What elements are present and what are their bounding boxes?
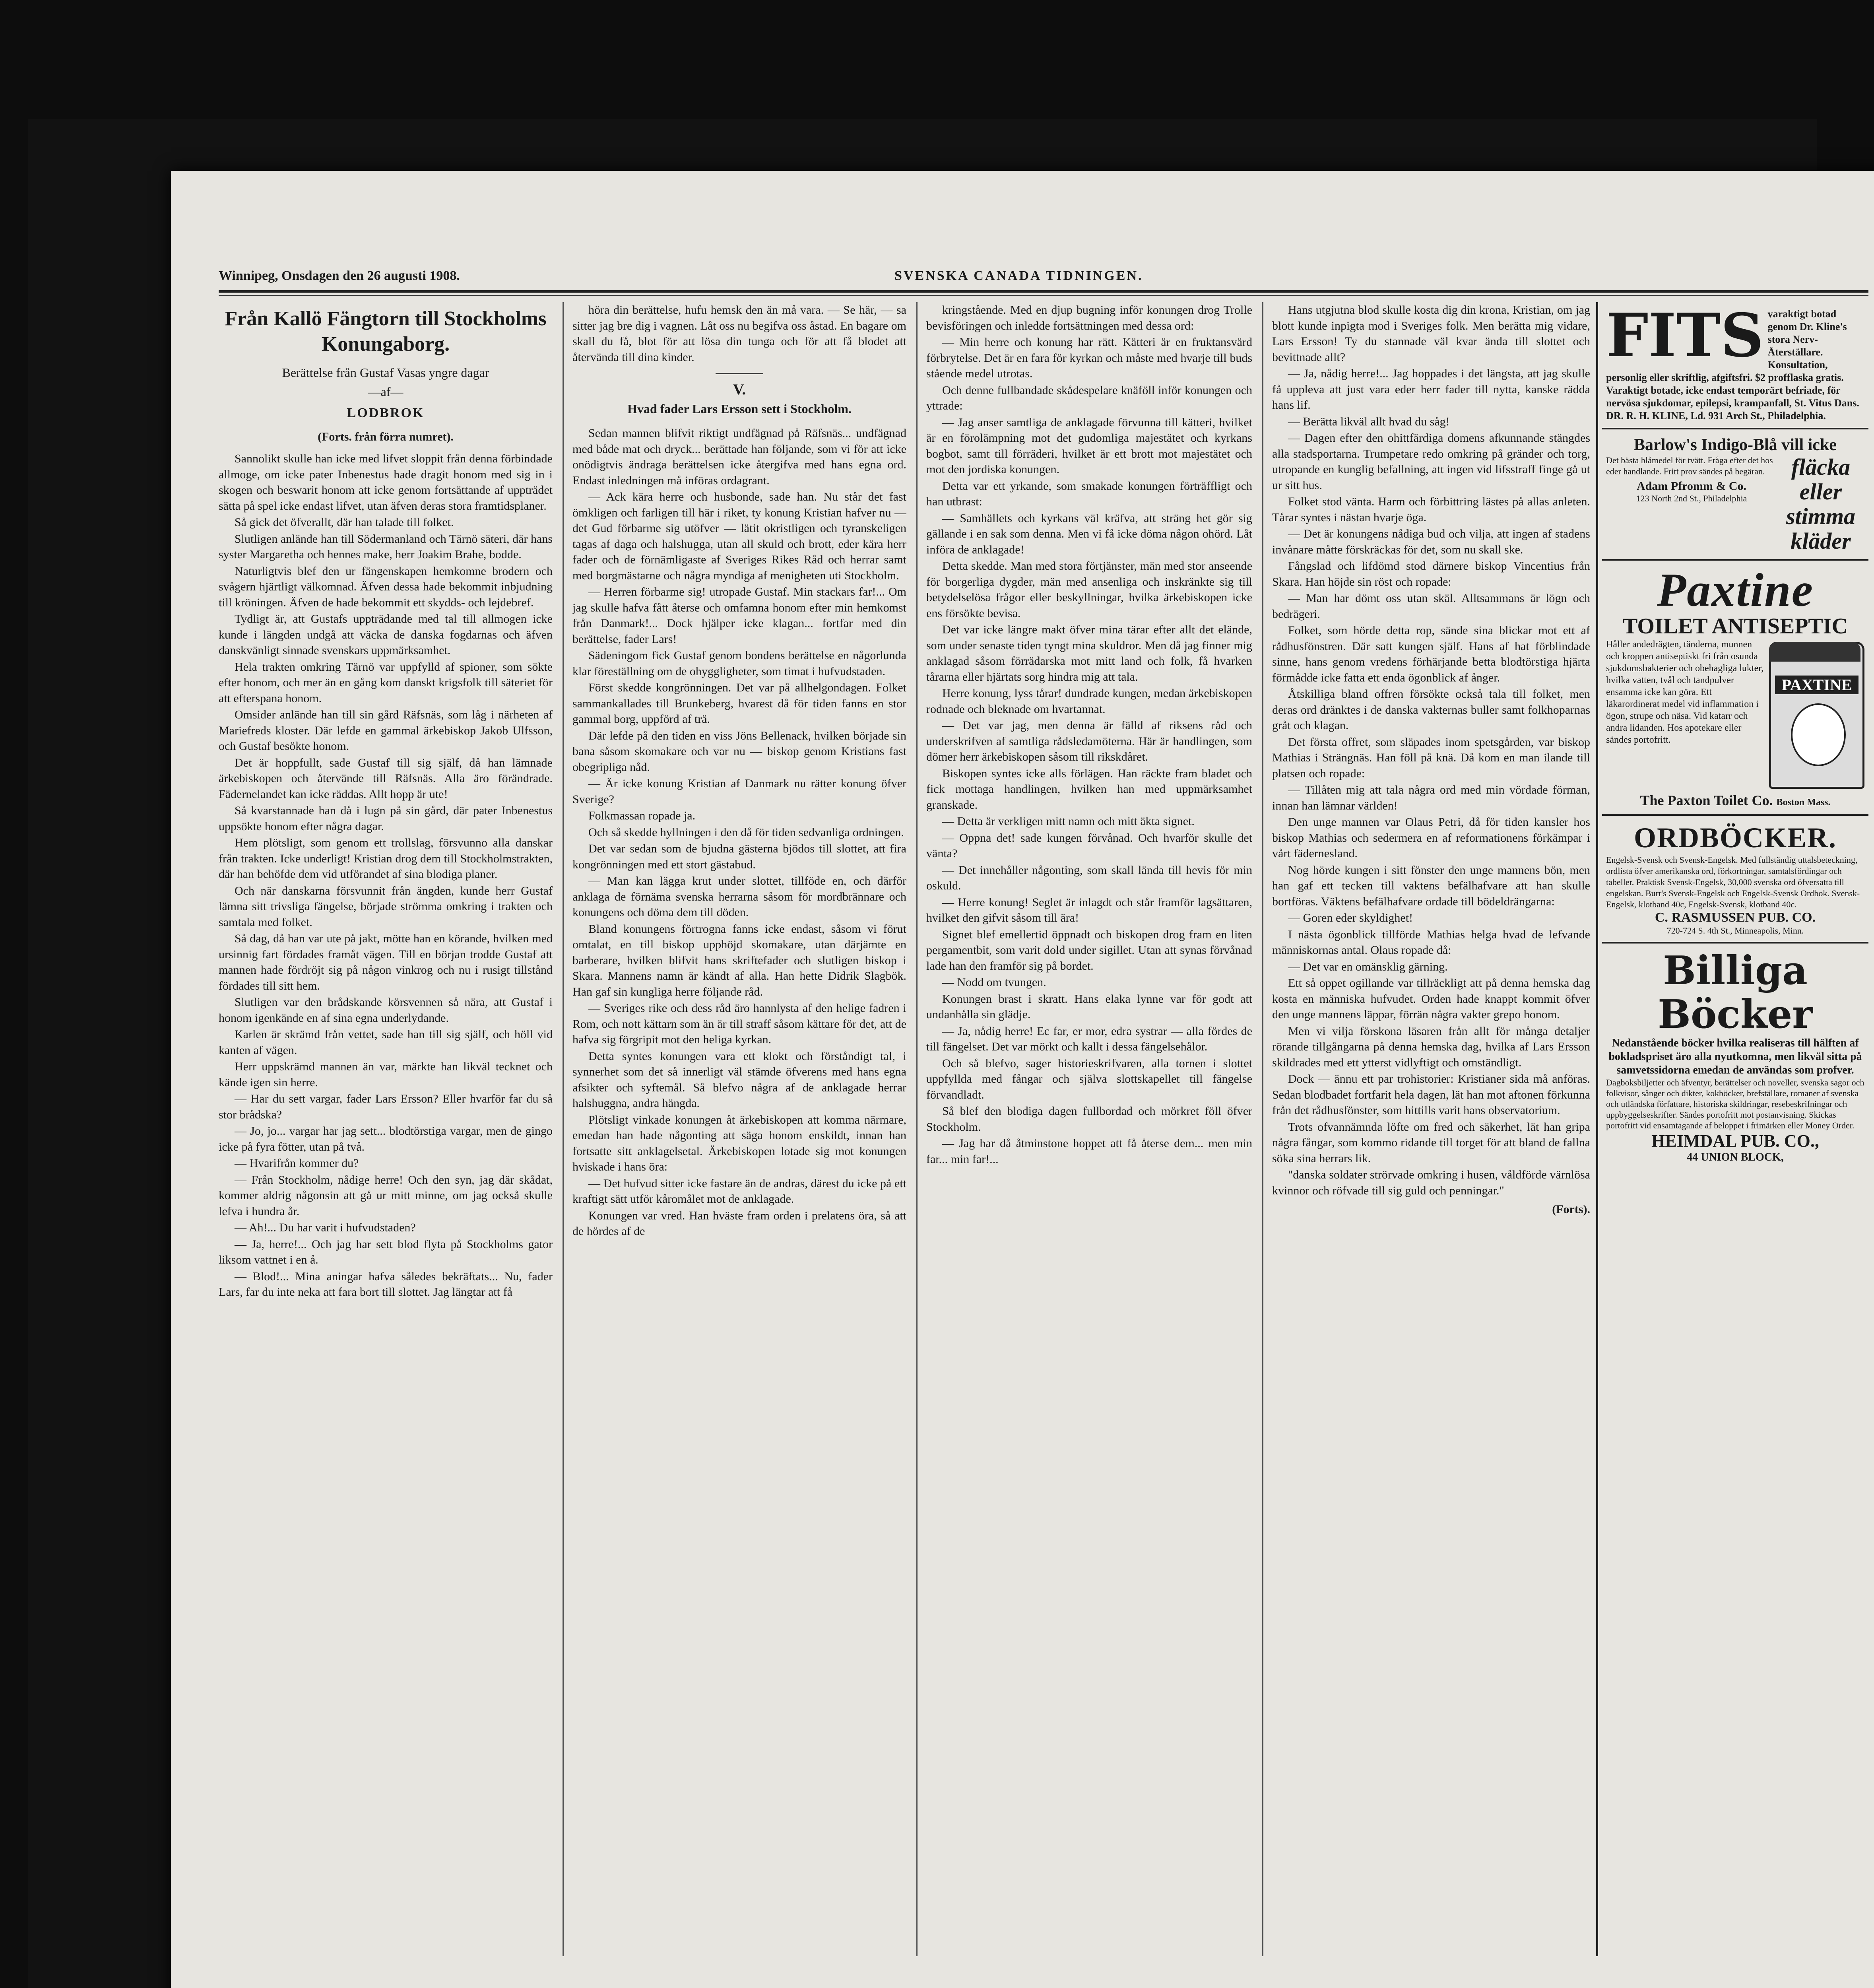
paragraph: — Det var jag, men denna är fälld af riksens råd och underskrifven af samtliga rådsledamöterna. Här är handlingen, som dömer herr ärkebiskopen såsom till rikskdåret. [926,719,1252,763]
paragraph: I nästa ögonblick tillförde Mathias helga hvad de lefvande människornas antal. Olaus ropade då: [1272,928,1590,957]
paragraph: Omsider anlände han till sin gård Räfsnäs, som låg i närheten af Mariefreds kloster. Där lefde en gammal ärkebiskop Jakob Ulfsson, och Gustaf besökte honom. [219,708,553,753]
paragraph: kringstående. Med en djup bugning inför konungen drog Trolle bevisföringen och inledde fortsättningen med dessa ord: [926,303,1252,332]
paragraphs [926,302,1252,1167]
paragraph: Herre konung, lyss tårar! dundrade kungen, medan ärkebiskopen rodnade och bleknade om hvartannat. [926,687,1252,716]
ordbocker-text: Engelsk-Svensk och Svensk-Engelsk. Med fullständig uttalsbeteckning, ordlista öfver amerikanska ord, förkortningar, samtalsfördingar och tabeller. Praktisk Svensk-Engelsk, 30,000 svenska ord öfversatta till engelskan. Burr's Svensk-Engelsk och Engelsk-Svensk Ordbok. Svensk-Engelsk, klotband 40c, Engelsk-Svensk, klotband 40c. [1606,855,1860,909]
paragraph: Folkmassan ropade ja. [588,809,696,822]
paragraph: Och så blefvo, sager historieskrifvaren, alla tornen i slottet uppfyllda med fångar och själva slottskapellet till fängelse förvandladt. [926,1056,1252,1101]
paragraph: Konungen var vred. Han hväste fram orden i prelatens öra, så att de hördes af de [572,1209,906,1238]
barlow-firm: Adam Pfromm & Co. [1636,480,1747,493]
paragraph: Först skedde kongrönningen. Det var på allhelgondagen. Folket sammankallades till Brunkeberg, hvarest då för tiden fanns en stor gammal borg, uppförd af trä. [572,681,906,726]
billiga-firm: HEIMDAL PUB. CO., [1651,1131,1819,1151]
paragraph: — Det innehåller någonting, som skall lända till hevis för min oskuld. [926,863,1252,892]
paragraph: — Är icke konung Kristian af Danmark nu rätter konung öfver Sverige? [572,777,906,806]
paragraph: Sädeningom fick Gustaf genom bondens berättelse en någorlunda klar föreställning om de ohyggligheter, som timat i hufvudstaden. [572,649,906,678]
paragraph: Sedan mannen blifvit riktigt undfägnad på Räfsnäs... undfägnad med både mat och dryck... berättade han följande, som vi för att icke onödigtvis ändraga berättelsen icke återgifva med hans egna ord. Endast inledningen må införas ordagrant. [572,427,906,487]
to-be-continued: (Forts). [1552,1203,1590,1216]
paragraph: Det är hoppfullt, sade Gustaf till sig själf, då han lämnade ärkebiskopen och återvände till Räfsnäs. Alla äro förändrade. Fädernelandet kan icke räddas. Allt hopp är ute! [219,756,553,801]
paragraph: — Man kan lägga krut under slottet, tillföde en, och därför anklaga de förnäma svenska herrarna såsom för mordbrännare och konungens och döma dem till döden. [572,874,906,919]
continued-note: (Forts. från förra numret). [318,430,454,443]
barlow-side-text: fläcka eller stimma kläder [1786,454,1856,554]
paragraph: Slutligen anlände han till Södermanland och Tärnö säteri, där hans syster Margaretha och hennes make, herr Joakim Brahe, bodde. [219,532,553,561]
paragraph: Karlen är skrämd från vettet, sade han till sig själf, och höll vid kanten af vägen. [219,1028,553,1057]
paragraph: Det var icke längre makt öfver mina tärar efter allt det elände, som under senaste tiden tyngt mina skuldror. Men då jag finner mig anklagad såsom förrädarska mot mitt land och folk, få hvarken tårarna eller hjärtats sorg hindra mig att tala. [926,623,1252,683]
paragraph: — Goren eder skyldighet! [1288,911,1413,924]
paragraph: Nog hörde kungen i sitt fönster den unge mannens bön, men han gaf ett tecken till vaktens befälhafvare att han skulle bortföras. Väktens befälhafvare ordade till bödeldrängarna: [1272,863,1590,908]
tin-label: PAXTINE [1775,676,1858,694]
paxtine-brand: Paxtine [1657,563,1814,616]
paragraph: — Jag har då åtminstone hoppet att få återse dem... men min far... min far!... [926,1137,1252,1166]
paragraph: Hans utgjutna blod skulle kosta dig din krona, Kristian, om jag blott kunde inpigta mod i Sveriges folk. Men berätta mig vidare, Lars Ersson! Ty du stannade väl kvar ända till slottet och bevittnade allt? [1272,303,1590,364]
page-header [219,268,1868,288]
header-rule [219,290,1868,293]
paragraph: Hela trakten omkring Tärnö var uppfylld af spioner, som sökte efter honom, och mer än en gång kom danskt krigsfolk till säteriet för att efterspana honom. [219,660,553,705]
column-rule [1262,302,1263,1956]
paragraph: — Berätta likväl allt hvad du såg! [1288,415,1450,428]
paragraph: Det första offret, som släpades inom spetsgården, var biskop Mathias i Strängnäs. Han föll på knä. Då kom en man ilande till platsen och ropade: [1272,735,1590,780]
paragraph: — Har du sett vargar, fader Lars Ersson? Eller hvarför far du så stor brådska? [219,1092,553,1121]
story-column-1 [219,302,553,1956]
paragraph: Biskopen syntes icke alls förlägen. Han räckte fram bladet och fick mottaga handlingen, hvilken han med uppmärksamhet granskade. [926,767,1252,812]
paragraph: — Hvarifrån kommer du? [235,1157,359,1170]
paragraph: — Oppna det! sade kungen förvånad. Och hvarför skulle det vänta? [926,831,1252,860]
paragraph: — Detta är verkligen mitt namn och mitt äkta signet. [942,815,1195,828]
story-af: —af— [368,384,404,399]
paragraph: Så kvarstannade han då i lugn på sin gård, där pater Inbenestus uppsökte honom efter några dagar. [219,804,553,833]
story-column-4 [1272,302,1590,1956]
paragraph: Men vi vilja förskona läsaren från allt för många detaljer rörande tillgångarna på denna hemska dag, hvilka af Lars Ersson skildrades med ett ytterst vidlyftigt och omständligt. [1272,1024,1590,1069]
billiga-bocker-advertisement [1602,944,1868,1169]
paragraph: — Sveriges rike och dess råd äro hannlysta af den helige fadren i Rom, och nott kättarn som än är till straff såsom kättare för det, att de hafva sig förgripit mot den heliga kyrkan. [572,1002,906,1046]
paragraph: "danska soldater strörvade omkring i husen, våldförde värnlösa kvinnor och röfvade till sig guld och penningar." [1272,1168,1590,1197]
chapter-number: V. [733,381,746,398]
paragraph: — Min herre och konung har rätt. Kätteri är en fruktansvärd förbrytelse. Det är en fara för kyrkan och måste med hvarje till buds stående medel utrotas. [926,336,1252,380]
billiga-address: 44 UNION BLOCK, [1687,1151,1784,1163]
section-rule [716,373,763,374]
ordbocker-firm: C. RASMUSSEN PUB. CO. [1655,910,1816,925]
story-title: Från Kallö Fängtorn till Stockholms Konungaborg. [225,307,547,355]
story-column-3 [926,302,1252,1956]
paragraph: Och denne fullbandade skådespelare knäföll inför konungen och yttrade: [926,383,1252,412]
paragraph: Detta syntes konungen vara ett klokt och förståndigt tal, i synnerhet som det så innerligt väl stämde öfverens med hans egna afsikter och syftemål. Så blefvo några af de anklagade herrar halshuggna, andra hängda. [572,1049,906,1110]
paxtine-firm-name: The Paxton Toilet Co. [1640,792,1773,808]
paragraph: — Nodd om tvungen. [942,976,1046,989]
paragraph: — Jo, jo... vargar har jag sett... blodtörstiga vargar, men de gingo icke på fyra fötter, utan på två. [219,1124,553,1153]
paragraph: — Herren förbarme sig! utropade Gustaf. Min stackars far!... Om jag skulle hafva fått återse och omfamna honom efter min hemkomst från Danmark!... Dock hjälper icke klagan... fortfar med din berättelse, fader Lars! [572,585,906,646]
billiga-lead: Nedanstående böcker hvilka realiseras till hälften af bokladspriset äro alla nyutkomna, men likväl sitta på samvetssidorna emedan de användas som profver. [1608,1037,1862,1076]
paragraph: Det var sedan som de bjudna gästerna bjödos till slottet, att fira kongrönningen med ett stort gästabud. [572,842,906,871]
paragraph: Och när danskarna försvunnit från ängden, kunde herr Gustaf lämna sitt trivsliga fängelse, började strömma omkring i trakten och samtala med folket. [219,884,553,929]
paragraph: — Det hufvud sitter icke fastare än de andras, därest du icke på ett kraftigt sätt utför kåromålet mot de anklagade. [572,1176,906,1206]
paragraphs [572,302,906,365]
paxtine-firm [1606,792,1864,809]
dateline: Winnipeg, Onsdagen den 26 augusti 1908. [219,268,460,283]
paragraph: Så dag, då han var ute på jakt, mötte han en körande, hvilken med ursinnig fart fördades framåt vägen. Till en början trodde Gustaf att mannen hade fördröjt sig på någon vinkrog och nu i rusigt tillstånd fördades till sitt hem. [219,932,553,992]
paragraph: Åtskilliga bland offren försökte också tala till folket, men deras ord dränktes i de danska vakternas buller samt folkhoparnas gråt och klagan. [1272,687,1590,732]
paragraph: Herr uppskrämd mannen än var, märkte han likväl tecknet och kände igen sin herre. [219,1060,553,1089]
fits-text: varaktigt botad genom Dr. Kline's stora Nerv-Återställare. Konsultation, personlig eller skriftlig, afgiftsfri. $2 profflaska gratis. Varaktigt botade, icke endast temporärt befriade, för nervösa sjukdomar, epilepsi, krampanfall, St. Vitus Dans. DR. R. H. KLINE, Ld. 931 Arch St., Philadelphia. [1606,308,1859,421]
paragraph: Folket stod vänta. Harm och förbittring lästes på allas anleten. Tårar syntes i nästan hvarje öga. [1272,495,1590,524]
advertisement-column [1602,302,1868,1956]
paragraph: Fångslad och lifdömd stod därnere biskop Vincentius från Skara. Han höjde sin röst och ropade: [1272,559,1590,588]
billiga-text: Dagboksbiljetter och äfventyr, berättelser och noveller, svenska sagor och folkvisor, sånger och dikter, kokböcker, brefställare, romaner af svenska och utländska författare, historiska skildringar, resebeskrifningar och uppbyggelseskrifter. Sändes portofritt mot postanvisning. Skickas portofritt vid ensamtagande af beloppet i frimärken eller Money Order. [1606,1077,1864,1130]
portrait-icon [1791,703,1846,766]
paragraph: Konungen brast i skratt. Hans elaka lynne var för godt att undanhålla sin glädje. [926,992,1252,1021]
story-author: LODBROK [347,406,425,420]
paragraph: — Ja, herre!... Och jag har sett blod flyta på Stockholms gator liksom vattnet i en å. [219,1237,553,1266]
paragraph: — Man har dömt oss utan skäl. Alltsammans är lögn och bedrägeri. [1272,592,1590,621]
tin-cap [1769,642,1860,662]
fits-advertisement [1602,302,1868,429]
paragraph: — Ja, nådig herre! Ec far, er mor, edra systrar — alla fördes de till fängelset. Det var mörkt och kallt i dessa fängelsehålor. [926,1024,1252,1053]
paragraph: Den unge mannen var Olaus Petri, då för tiden kansler hos biskop Mathias och sedermera en af reformationens förkämpar i vårt fädernesland. [1272,815,1590,860]
chapter-title: Hvad fader Lars Ersson sett i Stockholm. [627,401,852,416]
paragraph: Sannolikt skulle han icke med lifvet sloppit från denna förbindade allmoge, om icke pater Inbenestus hade dragit honom med sig in i skogen och beswarit honom att icke genom fortsättande af uppträdet sätta på spel icke endast lifvet, utan äfven deras stora framtidsplaner. [219,452,553,513]
paragraph: Så blef den blodiga dagen fullbordad och mörkret föll öfver Stockholm. [926,1105,1252,1134]
barlow-address: 123 North 2nd St., Philadelphia [1636,493,1747,503]
header-rule-thin [219,295,1868,296]
ordbocker-address: 720-724 S. 4th St., Minneapolis, Minn. [1666,926,1804,936]
paragraphs [219,451,553,1300]
paragraphs [572,425,906,1239]
paragraph: Naturligtvis blef den ur fängenskapen hemkomne brodern och svågern hjärtligt välkomnad. Äfven dessa hade bekommit inbjudning till kröningen. Äfven de hade bekommit ett skydds- och lejdebref. [219,564,553,609]
barlow-text: Det bästa blåmedel för tvätt. Fråga efter det hos eder handlande. Fritt prov sändes på begäran. [1606,455,1773,476]
paragraph: — Från Stockholm, nådige herre! Och den syn, jag där skådat, kommer aldrig någonsin att gå ur mitt minne, om jag också skulle lefva i hundra år. [219,1173,553,1218]
paragraph: — Ja, nådig herre!... Jag hoppades i det längsta, att jag skulle få uppleva att just vara eder herr fader till nytta, kanske rädda hans lif. [1272,367,1590,412]
paragraph: — Blod!... Mina aningar hafva således bekräftats... Nu, fader Lars, far du inte neka att fara bort till slottet. Jag längtar att få [219,1270,553,1299]
paragraph: — Ah!... Du har varit i hufvudstaden? [235,1221,416,1234]
paragraph: — Jag anser samtliga de anklagade förvunna till kätteri, hvilket är en förolämpning mot det gudomliga majestätet och kyrkans bogbot, samt till förräderi, hvilket är ett brott mot majestätet och mot den jordiska konungen. [926,415,1252,476]
paragraph: Där lefde på den tiden en viss Jöns Bellenack, hvilken började sin bana såsom skomakare och var nu — biskop genom Kristians fast obegripliga nåd. [572,729,906,774]
paragraph: — Herre konung! Seglet är inlagdt och står framför lagsättaren, hvilket den gifvit såsom till ära! [926,895,1252,924]
paragraph: — Samhällets och kyrkans väl kräfva, att sträng het gör sig gällande i en sak som denna. Men vi få icke döma någon ohörd. Låt införa de anklagade! [926,511,1252,556]
paragraph: — Det var en omänsklig gärning. [1288,960,1448,973]
paragraph: — Ack kära herre och husbonde, sade han. Nu står det fast ömkligen och farligen till här i riket, ty konung Kristian hafver nu — det Gud förbarme sig utöfver — lätit okristligen och tyranskeligen tagas af daga och halshugga, utan all skuld och brott, eder kära herr fader och de förnämligaste af Sveriges Rikes Råd och herrar samt med borgmästarne och några myndiga af menigheten uti Stockholm. [572,490,906,582]
paxtine-advertisement [1602,561,1868,816]
paragraph: Trots ofvannämnda löfte om fred och säkerhet, lät han gripa några fångar, som kommo ridande till torget för att bland de fallna söka sina herrars lik. [1272,1120,1590,1165]
paragraph: Och så skedde hyllningen i den då för tiden sedvanliga ordningen. [588,825,904,839]
billiga-headline: Billiga Böcker [1658,948,1813,1037]
paragraph: Hem plötsligt, som genom ett trollslag, försvunno alla danskar från trakten. Icke underligt! Kristian drog dem till Stockholmstrakten, där han behöfde dem vid utförandet af sina blodiga planer. [219,836,553,881]
ads-column-rule [1596,302,1598,1956]
paragraph: Ett så oppet ogillande var tillräckligt att på denna hemska dag kosta en människa hufvudet. Orden hade knappt kommit öfver den unge mannens läppar, förrän några vakter grepo honom. [1272,977,1590,1021]
paragraph: Bland konungens förtrogna fanns icke endast, såsom vi förut omtalat, en till biskop upphöjd skomakare, utan därjämte en barberare, hvilken blifvit hans skriftefader och slutligen biskop i Skara. Mannens namn är kändt af alla. Han hette Didrik Slagbök. Han gaf sin kungliga herre följande råd. [572,922,906,998]
paragraph: — Tillåten mig att tala några ord med min vördade förman, innan han lämnar världen! [1272,783,1590,812]
paragraphs [1272,302,1590,1198]
paragraph: Detta skedde. Man med stora förtjänster, män med stor anseende för borgerliga dygder, män med ansenliga och inskränkte sig till betydelselösa frågor eller beskyllningar, hvilka ärkebiskopen icke ens försökte bevisa. [926,559,1252,620]
story-column-2 [572,302,906,1956]
paragraph: Plötsligt vinkade konungen åt ärkebiskopen att komma närmare, emedan han hade någonting att säga honom enskildt, innan han fortsatte sitt anklagelsetal. Ärkebiskopen lotade sig mot konungen hviskade i hans öra: [572,1113,906,1173]
paxtine-tin-illustration [1769,642,1864,789]
paxtine-subhead: TOILET ANTISEPTIC [1623,614,1848,639]
paragraph: höra din berättelse, hufu hemsk den än må vara. — Se här, — sa sitter jag bre dig i vagnen. Låt oss nu begifva oss åstad. En bagare om skall du få, blot för att lösa din tunga och för att få blodet att återvända till dina kinder. [572,303,906,364]
paragraph: — Det är konungens nådiga bud och vilja, att ingen af stadens invånare måtte förskräckas för det, som nu skall ske. [1272,527,1590,556]
barlow-headline: Barlow's Indigo-Blå vill icke [1634,436,1837,454]
column-rule [916,302,918,1956]
paxtine-place: Boston Mass. [1776,797,1831,808]
paragraph: Signet blef emellertid öppnadt och biskopen drog fram en liten pergamentbit, som varit dold under sigillet. Utan att synas förvånad lade han den framför sig på bordet. [926,928,1252,973]
paragraph: Så gick det öfverallt, där han talade till folket. [235,516,454,529]
ordbocker-headline: ORDBÖCKER. [1633,822,1837,854]
fits-headline: FITS [1606,302,1764,371]
paragraph: Tydligt är, att Gustafs uppträdande med tal till allmogen icke kunde i längden undgå att väcka de danska fogdarnas och äfven danskvänligt sinnade svenskars uppmärksamhet. [219,612,553,657]
paragraph: Folket, som hörde detta rop, sände sina blickar mot ett af rådhusfönstren. Där satt kungen själf. Hans af hat förblindade sinne, hans genom vredens förhärjande betta blodtörstiga hjärta förmådde icke fatta ett enda ögonblick af ånger. [1272,624,1590,684]
paragraph: Slutligen var den brådskande körsvennen så nära, att Gustaf i honom igenkände en af sina egna underlydande. [219,996,553,1025]
ordbocker-advertisement [1602,816,1868,944]
paragraph: — Dagen efter den ohittfärdiga domens afkunnande stängdes alla stadsportarna. Trumpetare redo omkring på gränder och torg, utropande en kunglig befallning, att ingen vid lifsstraff finge gå ut ur sitt hus. [1272,431,1590,492]
column-rule [563,302,564,1956]
masthead: SVENSKA CANADA TIDNINGEN. [894,268,1143,283]
barlow-advertisement [1602,429,1868,561]
paragraph: Dock — ännu ett par trohistorier: Kristianer sida må anföras. Sedan blodbadet fortfarit hela dagen, lät han mot aftonen förkunna från det rådhusfönster, som hittills varit hans observatorium. [1272,1072,1590,1117]
newspaper-page [171,171,1874,1988]
paxtine-text: Håller andedrägten, tänderna, munnen och kroppen antiseptiskt fri från osunda sjukdomsbakterier och obehagliga lukter, hvilka vatten, tvål och tandpulver ensamma icke kan göra. Ett läkarordinerat medel vid inflammation i ögon, strupe och näsa. Vid katarr och andra lidanden. Hos apotekare eller sändes portofritt. [1606,639,1764,745]
story-subtitle: Berättelse från Gustaf Vasas yngre dagar [282,365,489,380]
paragraph: Detta var ett yrkande, som smakade konungen förträffligt och han utbrast: [926,479,1252,508]
